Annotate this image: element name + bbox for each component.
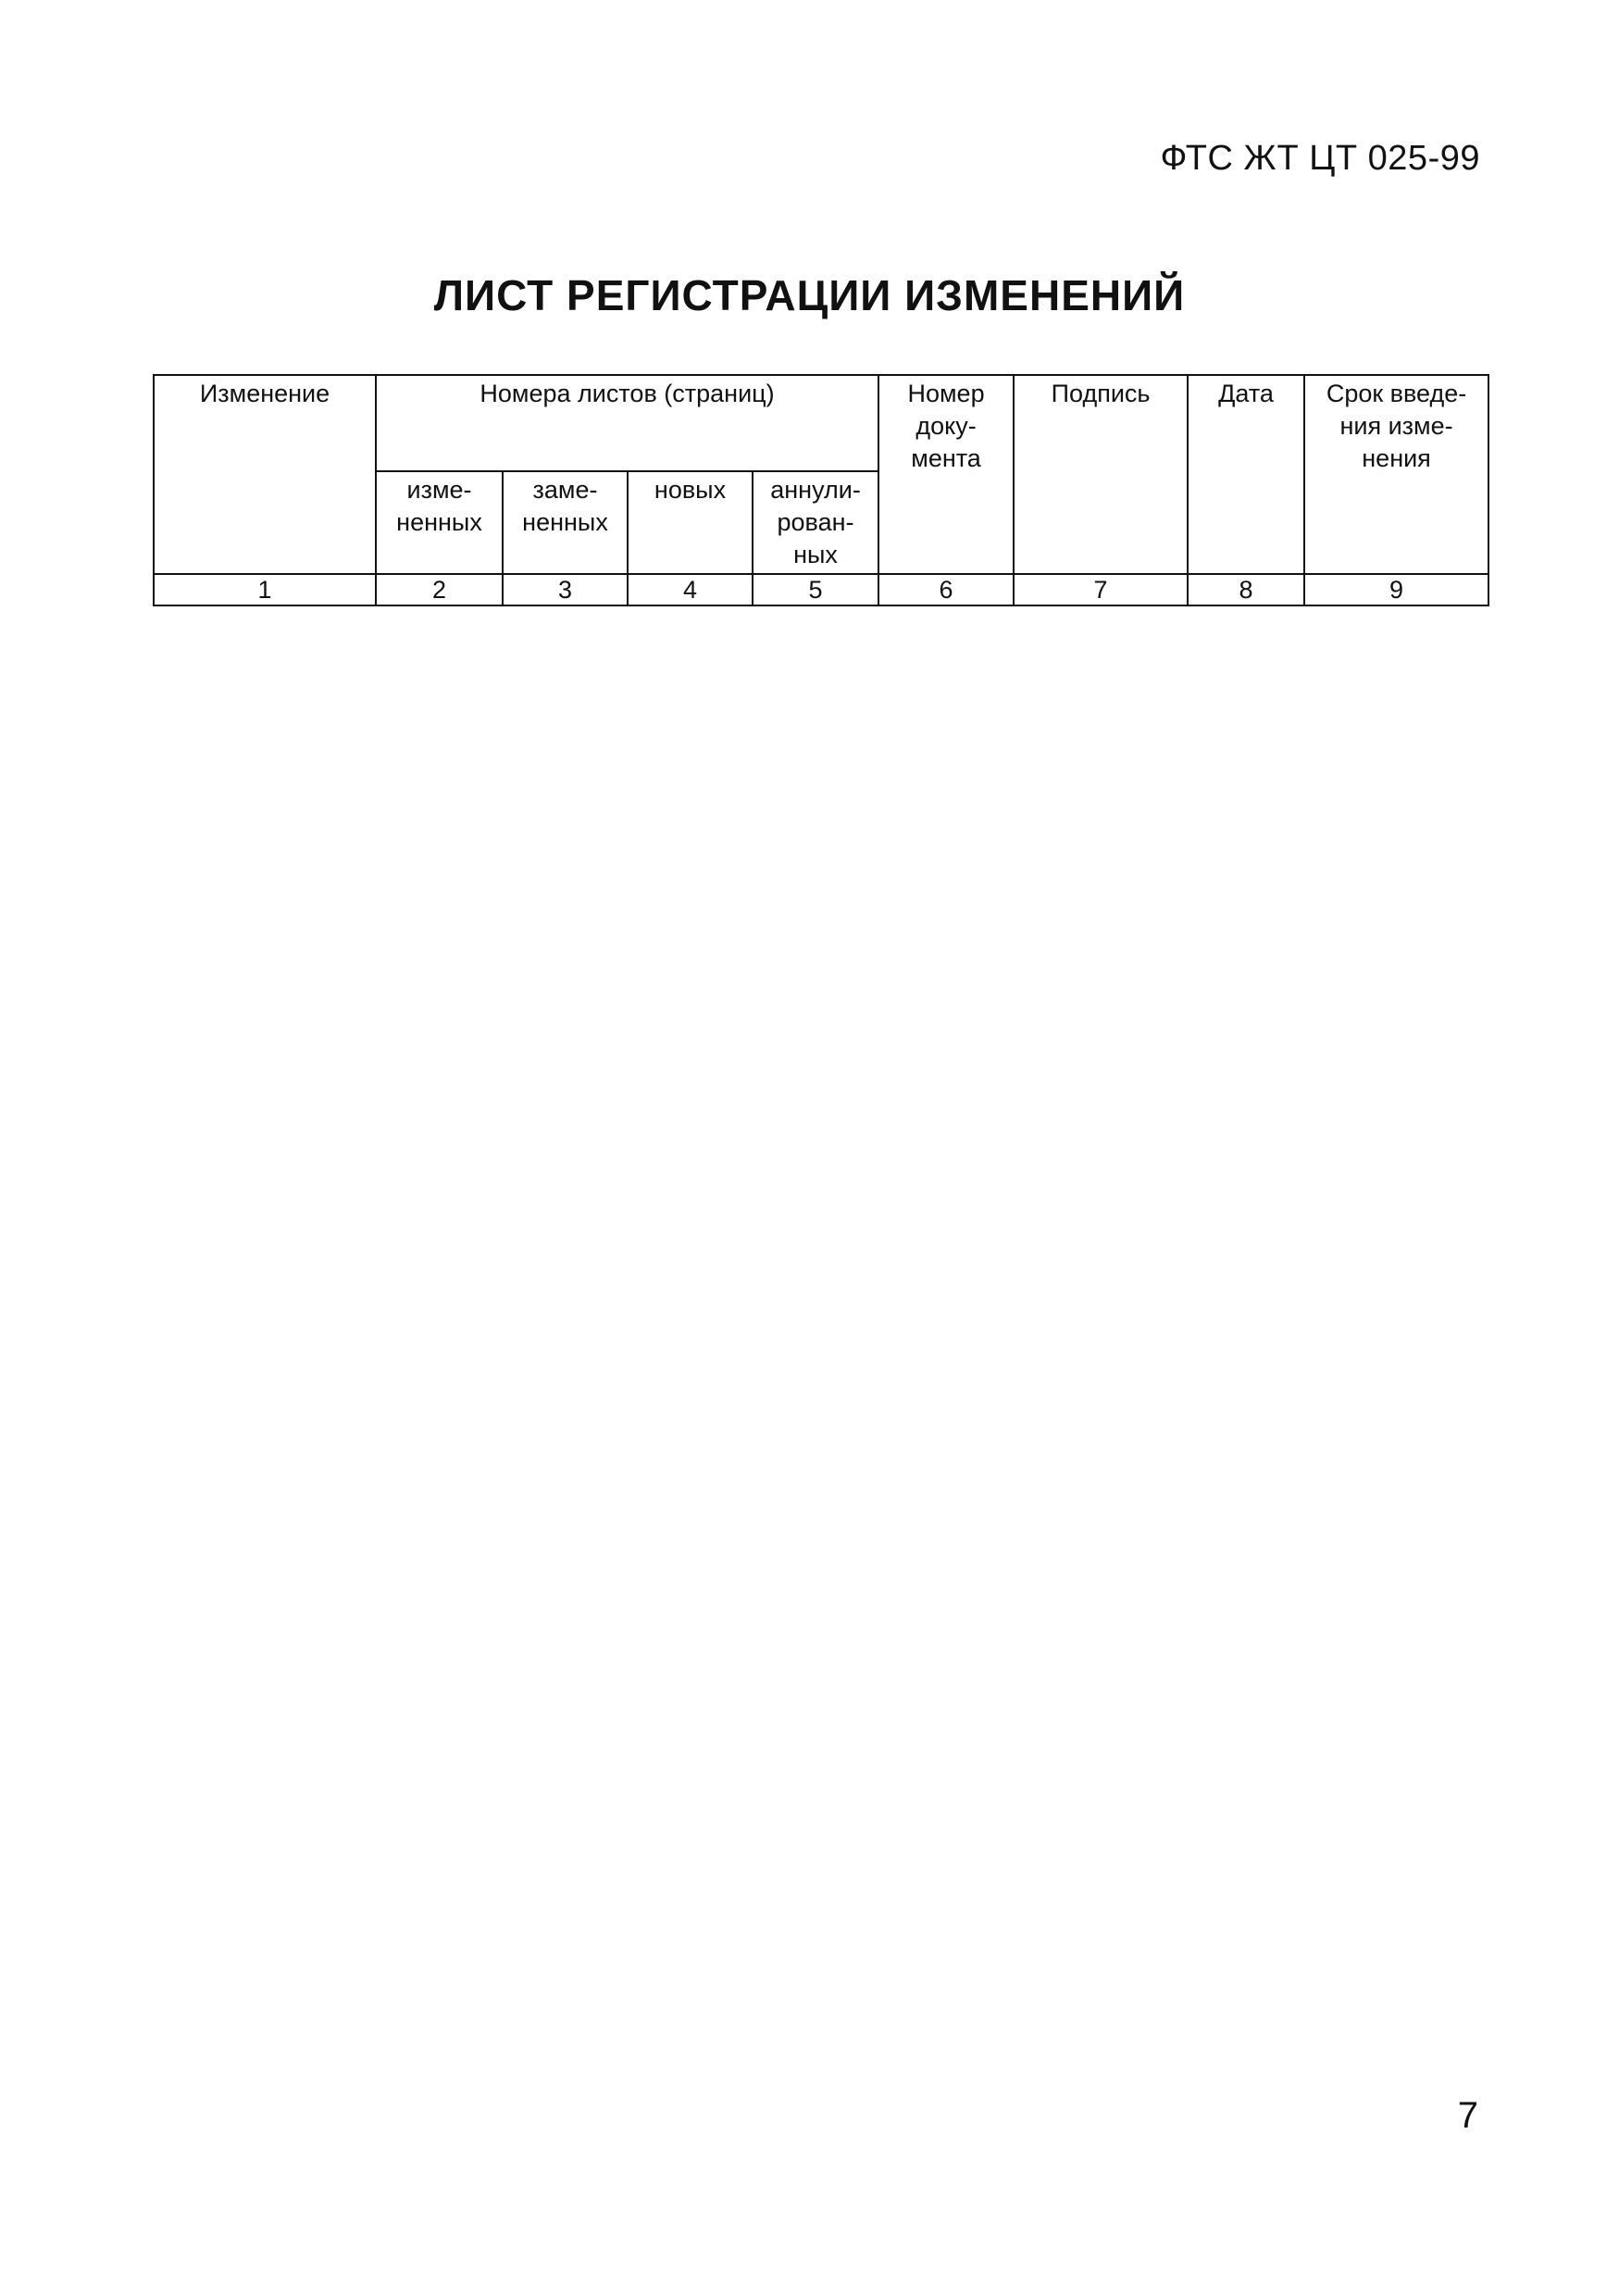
page-number: 7 [1457, 2095, 1478, 2136]
column-number-cell: 3 [503, 574, 628, 605]
subheader-cell-cancelled [753, 471, 878, 574]
header-cell-date [1188, 375, 1304, 574]
header-document-number-label: Номер доку- мента [907, 380, 985, 473]
column-number-cell: 2 [376, 574, 503, 605]
column-number-row [154, 574, 1488, 605]
header-sheet-numbers-label: Номера листов (страниц) [479, 380, 775, 407]
subheader-cancelled-label: аннули- рован- ных [770, 476, 861, 569]
subheader-cell-replaced [503, 471, 628, 574]
header-cell-signature [1014, 375, 1188, 574]
column-number-cell: 7 [1014, 574, 1188, 605]
subheader-cell-changed [376, 471, 503, 574]
column-number-cell: 8 [1188, 574, 1304, 605]
document-code: ФТС ЖТ ЦТ 025-99 [1160, 139, 1480, 178]
table-header-row [154, 375, 1488, 471]
change-registration-table [153, 374, 1489, 606]
header-deadline-label: Срок введе- ния изме- нения [1326, 380, 1467, 473]
header-cell-deadline [1304, 375, 1488, 574]
column-number-cell: 5 [753, 574, 878, 605]
subheader-new-label: новых [654, 476, 727, 504]
column-number-cell: 1 [154, 574, 376, 605]
header-cell-change [154, 375, 376, 574]
subheader-cell-new [628, 471, 753, 574]
column-number-cell: 9 [1304, 574, 1488, 605]
column-number-cell: 6 [878, 574, 1014, 605]
subheader-changed-label: изме- ненных [396, 476, 482, 537]
subheader-replaced-label: заме- ненных [522, 476, 608, 537]
header-date-label: Дата [1218, 380, 1274, 407]
header-cell-sheet-numbers [376, 375, 878, 471]
header-signature-label: Подпись [1051, 380, 1151, 407]
header-change-label: Изменение [199, 380, 330, 407]
header-cell-document-number [878, 375, 1014, 574]
page-title: ЛИСТ РЕГИСТРАЦИИ ИЗМЕНЕНИЙ [433, 271, 1186, 319]
column-number-cell: 4 [628, 574, 753, 605]
